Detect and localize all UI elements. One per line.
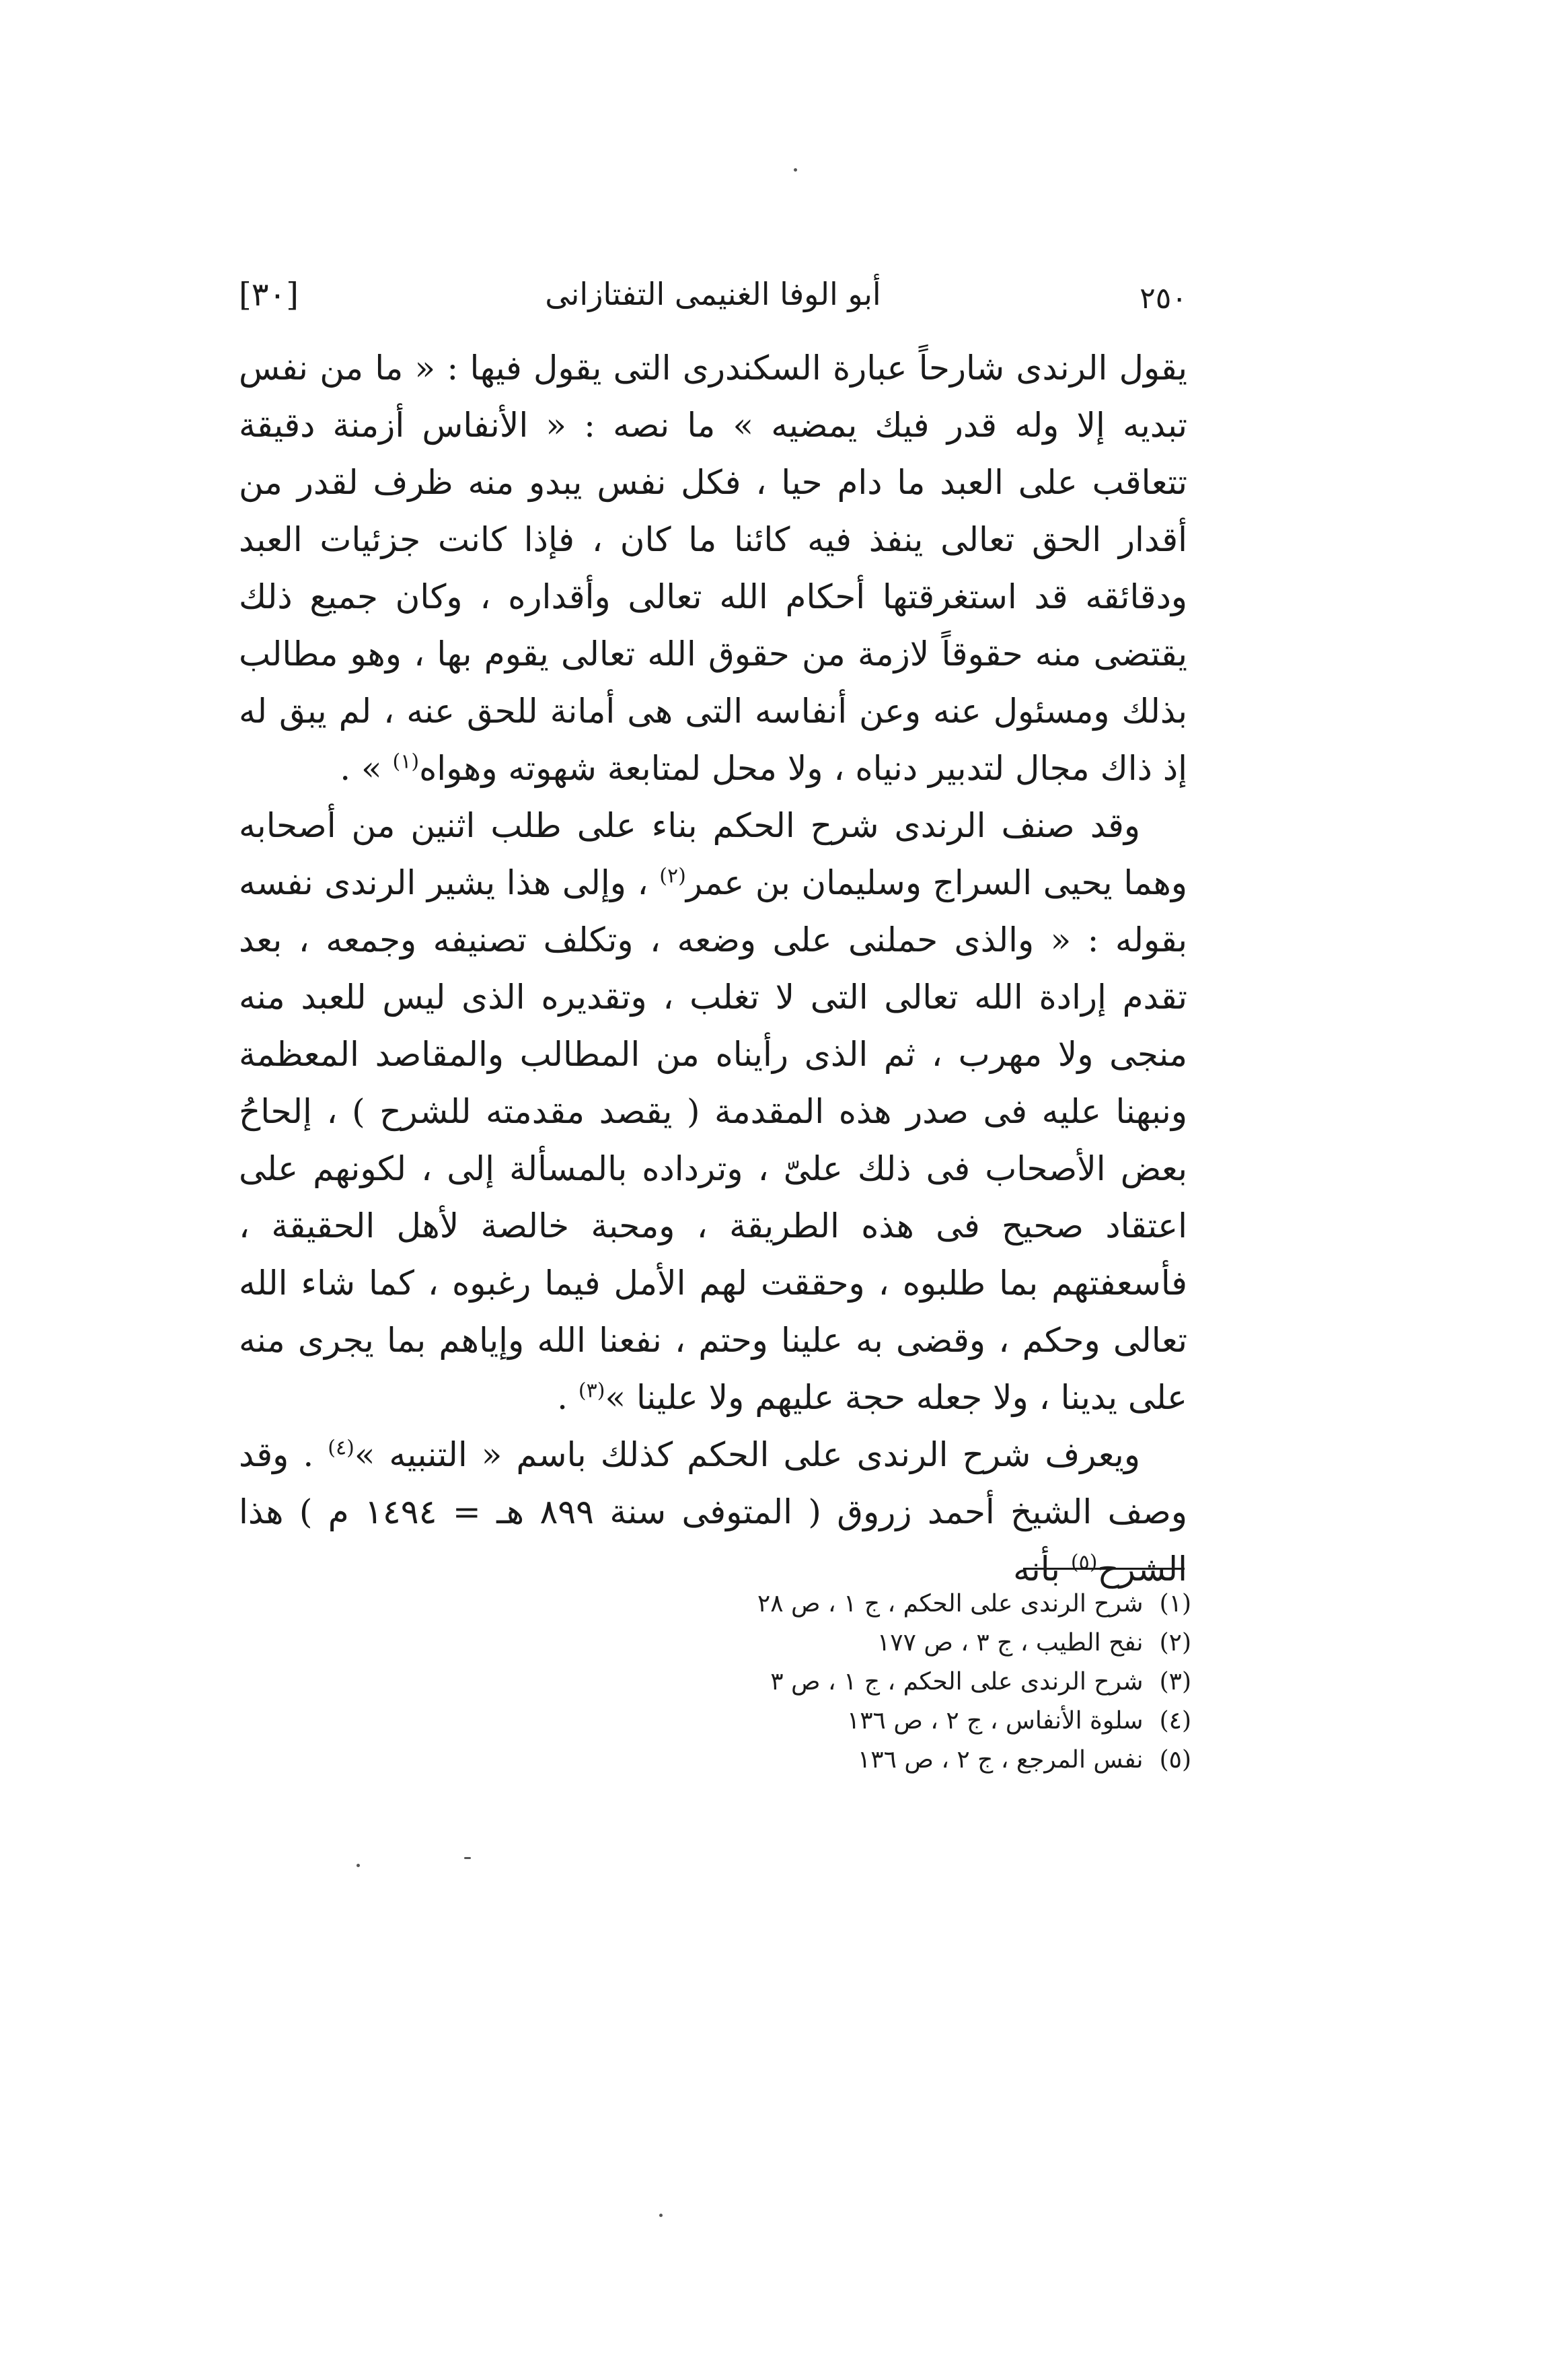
scan-speck xyxy=(659,2214,663,2217)
paragraph-2 xyxy=(239,797,1187,1426)
paragraph-3 xyxy=(239,1426,1187,1598)
page-number: ٢٥٠ xyxy=(1140,281,1187,316)
footnote-marker: (٤) xyxy=(328,1436,354,1460)
running-title: أبو الوفا الغنيمى التفتازانى xyxy=(545,276,881,312)
footnote-text: شرح الرندى على الحكم ، ج ١ ، ص ٢٨ xyxy=(757,1590,1144,1618)
paragraph-text-tail: . xyxy=(557,1378,578,1417)
footnote-2 xyxy=(586,1624,1191,1663)
footnote-separator xyxy=(1023,1568,1185,1570)
paragraph-text: وقد صنف الرندى شرح الحكم بناء على طلب اثنين من أصحابه وهما يحيى السراج وسليمان بن عمر xyxy=(239,806,1187,902)
footnote-5 xyxy=(586,1741,1191,1780)
footnote-text: سلوة الأنفاس ، ج ٢ ، ص ١٣٦ xyxy=(846,1707,1144,1735)
footnote-marker: (٣) xyxy=(578,1379,605,1403)
footnote-marker: (٢) xyxy=(659,864,686,888)
footnote-text: شرح الرندى على الحكم ، ج ١ ، ص ٣ xyxy=(770,1668,1144,1696)
scan-speck xyxy=(357,1864,360,1867)
page-header xyxy=(239,276,1187,330)
footnote-marker: (٥) xyxy=(1070,1550,1098,1574)
paragraph-text-tail: ، وإلى هذا يشير الرندى نفسه بقوله : « والذى حملنى على وضعه ، وتكلف تصنيفه وجمعه ، بعد تقدم إرادة الله تعالى التى لا تغلب ، وتقديره الذى ليس للعبد منه منجى ولا مهرب ، ثم الذى رأيناه من المطالب والمقاصد المعظمة ونبهنا عليه فى صدر هذه المقدمة ( يقصد مقدمته للشرح ) ، إلحاحُ بعض الأصحاب فى ذلك علىّ ، وترداده بالمسألة إلى ، لكونهم على اعتقاد صحيح فى هذه الطريقة ، ومحبة خالصة لأهل الحقيقة ، فأسعفتهم بما طلبوه ، وحققت لهم الأمل فيما رغبوه ، كما شاء الله تعالى وحكم ، وقضى به علينا وحتم ، نفعنا الله وإياهم بما يجرى منه على يدينا ، ولا جعله حجة عليهم ولا علينا » xyxy=(239,863,1187,1417)
paragraph-text: ويعرف شرح الرندى على الحكم كذلك باسم « التنبيه » xyxy=(354,1435,1140,1474)
chapter-bracket-number: [٣٠] xyxy=(239,276,299,314)
footnote-marker: (١) xyxy=(392,750,420,774)
footnote-text: نفح الطيب ، ج ٣ ، ص ١٧٧ xyxy=(876,1629,1144,1657)
footnotes xyxy=(586,1585,1191,1780)
footnote-number: (٥) xyxy=(1159,1746,1191,1774)
footnote-3 xyxy=(586,1663,1191,1702)
footnote-number: (٣) xyxy=(1159,1668,1191,1696)
footnote-1 xyxy=(586,1585,1191,1624)
footnote-number: (١) xyxy=(1159,1590,1191,1618)
paragraph-1 xyxy=(239,340,1187,797)
paragraph-text-tail: . وقد وصف الشيخ أحمد زروق ( المتوفى سنة ٨٩٩ هـ = ١٤٩٤ م ) هذا الشرح xyxy=(239,1435,1187,1589)
paragraph-text-tail: » . xyxy=(340,749,393,788)
scan-speck xyxy=(794,168,797,172)
paragraph-text-tail: بأنه xyxy=(1013,1550,1071,1589)
footnote-text: نفس المرجع ، ج ٢ ، ص ١٣٦ xyxy=(857,1746,1144,1774)
footnote-4 xyxy=(586,1702,1191,1741)
scan-speck xyxy=(464,1857,471,1859)
main-text xyxy=(239,340,1187,1598)
paragraph-text: يقول الرندى شارحاً عبارة السكندرى التى يقول فيها : « ما من نفس تبديه إلا وله قدر فيك يمضيه » ما نصه : « الأنفاس أزمنة دقيقة تتعاقب على العبد ما دام حيا ، فكل نفس يبدو منه ظرف لقدر من أقدار الحق تعالى ينفذ فيه كائنا ما كان ، فإذا كانت جزئيات العبد ودقائقه قد استغرقتها أحكام الله تعالى وأقداره ، وكان جميع ذلك يقتضى منه حقوقاً لازمة من حقوق الله تعالى يقوم بها ، وهو مطالب بذلك ومسئول عنه وعن أنفاسه التى هى أمانة للحق عنه ، لم يبق له إذ ذاك مجال لتدبير دنياه ، ولا محل لمتابعة شهوته وهواه xyxy=(239,349,1187,788)
footnote-number: (٢) xyxy=(1159,1629,1191,1657)
footnote-number: (٤) xyxy=(1159,1707,1191,1735)
